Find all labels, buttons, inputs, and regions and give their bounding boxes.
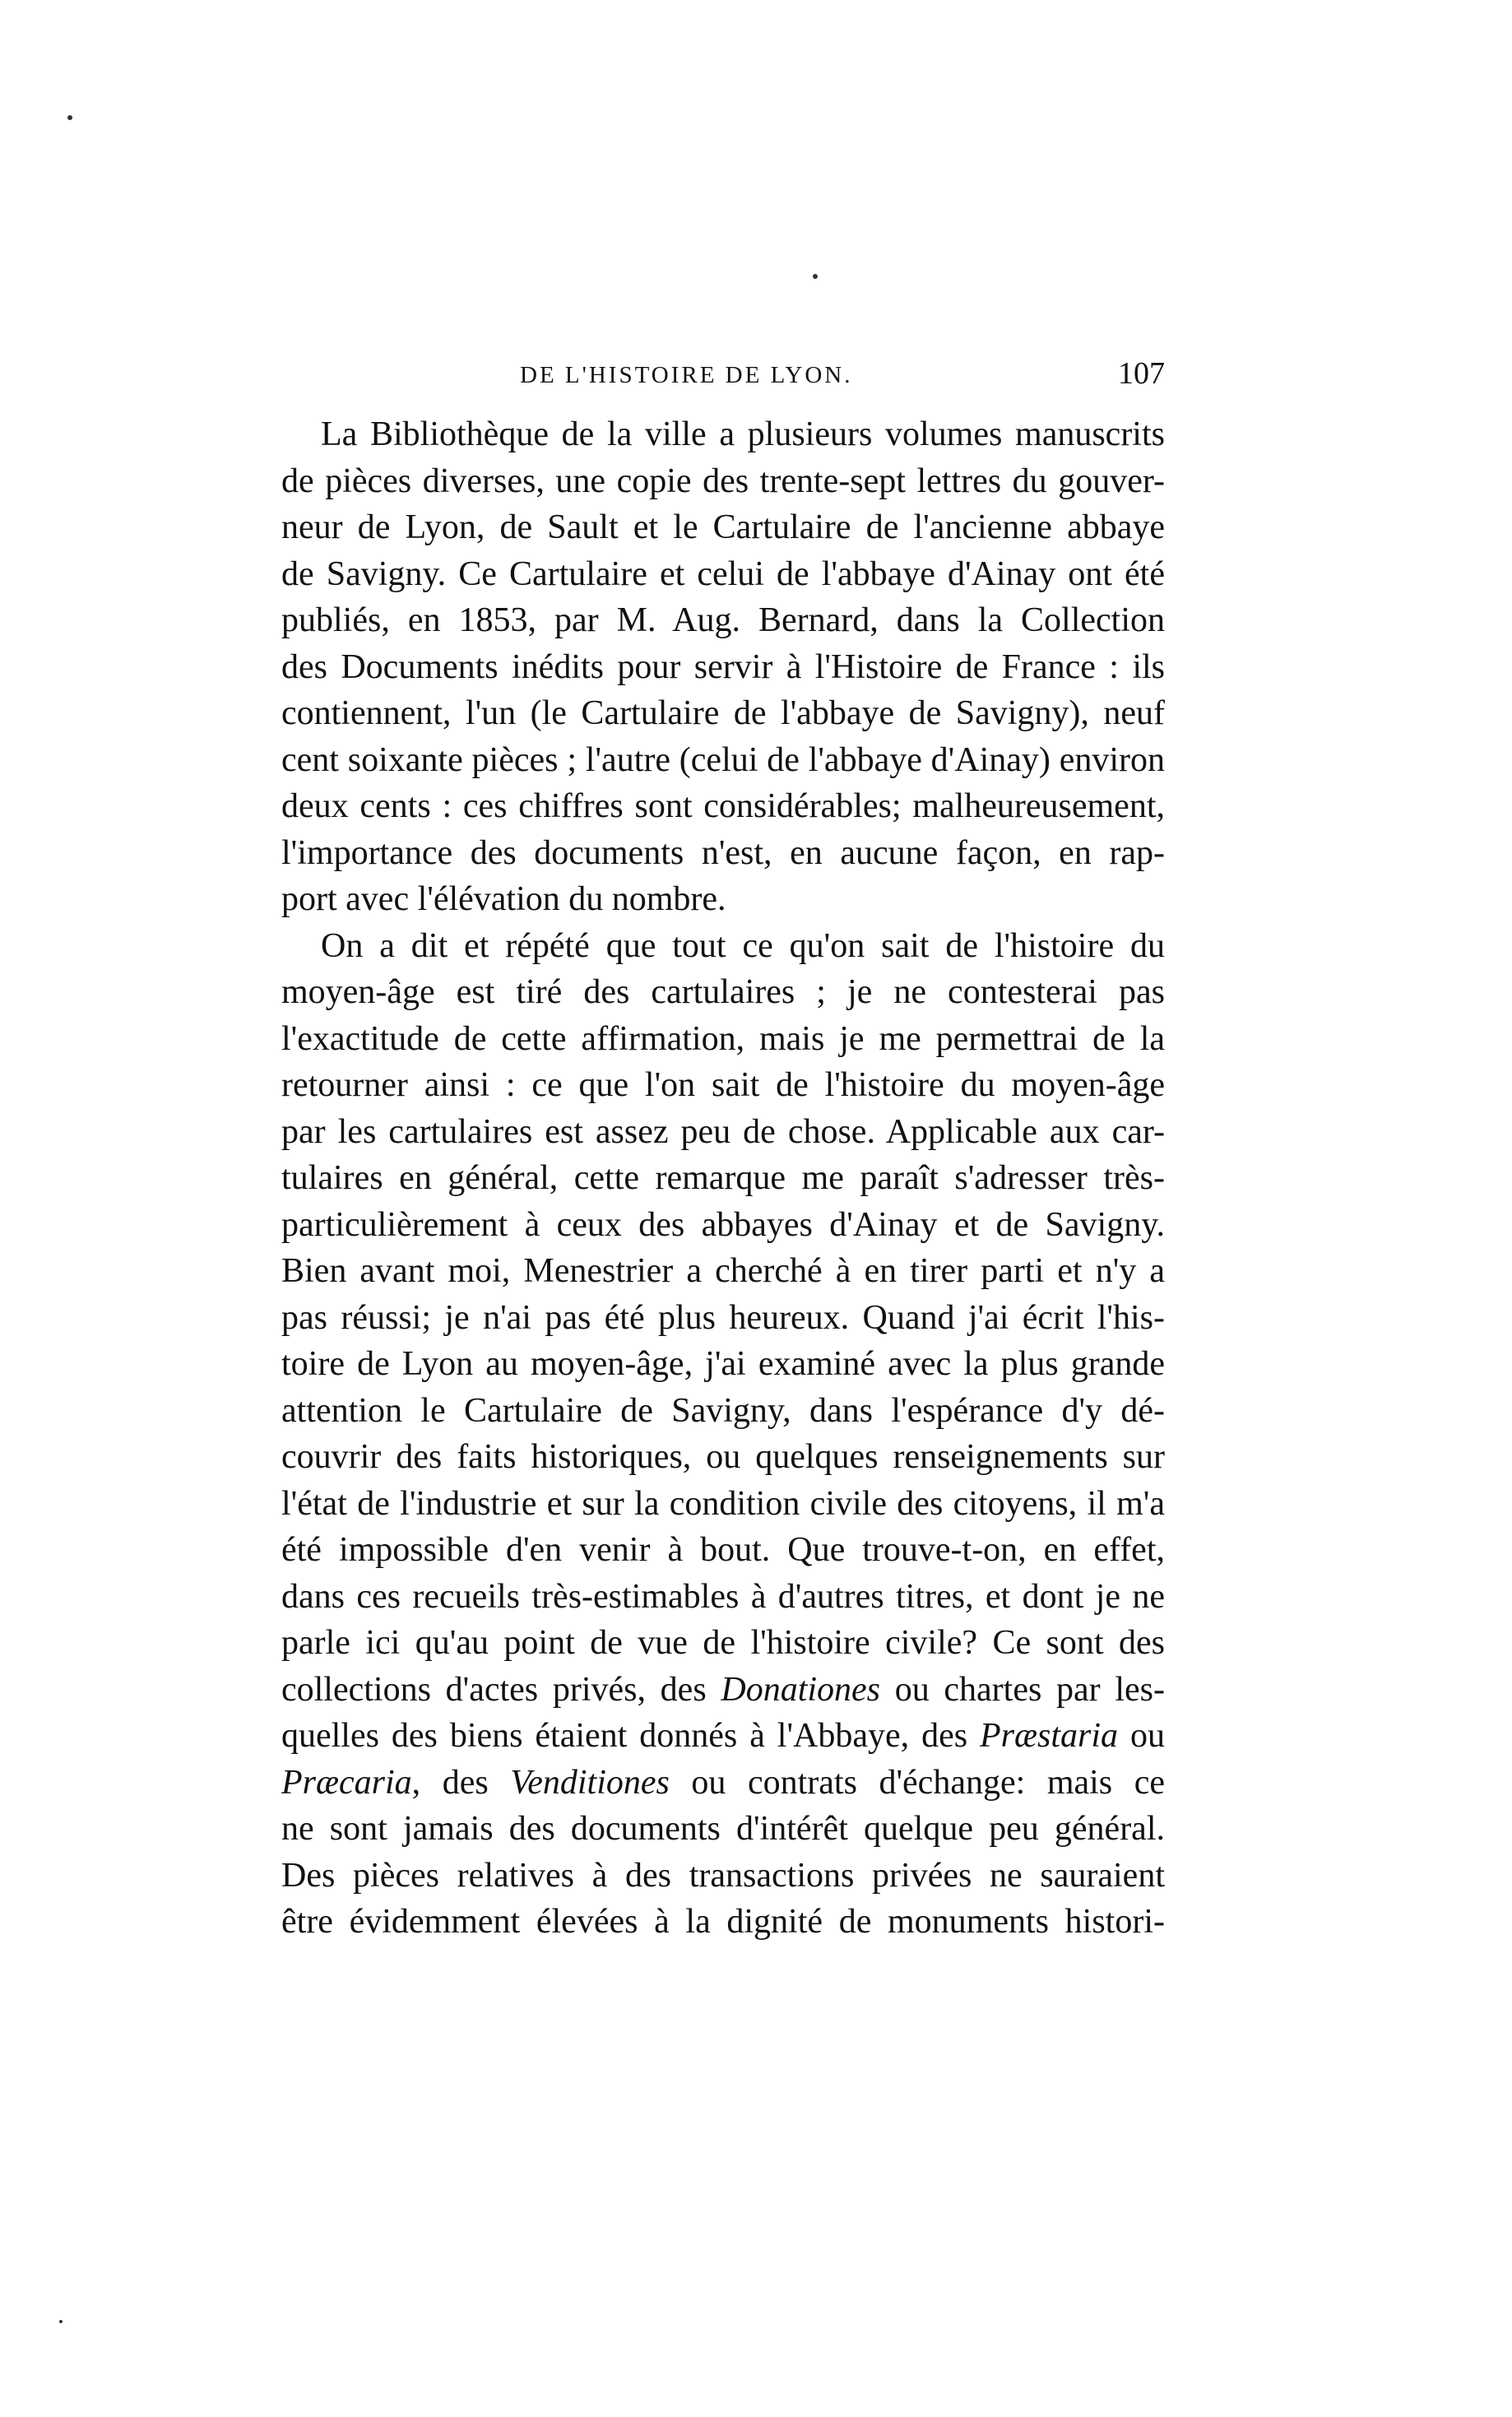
text-line: publiés, en 1853, par M. Aug. Bernard, dans la Collection [281,601,1165,639]
text-run: collections d'actes privés, des [281,1670,721,1709]
text-line: l'importance des documents n'est, en aucune façon, en rap- [281,833,1165,872]
text-line: couvrir des faits historiques, ou quelques renseignements sur [281,1438,1165,1476]
text-line: dans ces recueils très-estimables à d'autres titres, et dont je ne [281,1577,1165,1616]
text-line: attention le Cartulaire de Savigny, dans l'espérance d'y dé- [281,1391,1165,1430]
italic-term: Donationes [721,1670,881,1709]
text-line: de Savigny. Ce Cartulaire et celui de l'abbaye d'Ainay ont été [281,554,1165,593]
text-line: Bien avant moi, Menestrier a cherché à en tirer parti et n'y a [281,1252,1165,1290]
text-line: toire de Lyon au moyen-âge, j'ai examiné avec la plus grande [281,1345,1165,1383]
text-line: La Bibliothèque de la ville a plusieurs volumes manuscrits [321,415,1165,453]
text-line: moyen-âge est tiré des cartulaires ; je ne contesterai pas [281,973,1165,1011]
text-run: , des [411,1763,511,1802]
text-line: tulaires en général, cette remarque me paraît s'adresser très- [281,1159,1165,1197]
text-run: ou chartes par les- [880,1670,1165,1709]
text-line: retourner ainsi : ce que l'on sait de l'histoire du moyen-âge [281,1066,1165,1104]
text-run: ou contrats d'échange: mais ce [669,1763,1165,1802]
text-run: quelles des biens étaient donnés à l'Abbaye, des [281,1717,981,1755]
text-line: par les cartulaires est assez peu de chose. Applicable aux car- [281,1112,1165,1151]
text-line: de pièces diverses, une copie des trente-sept lettres du gouver- [281,462,1165,500]
text-line: l'état de l'industrie et sur la condition civile des citoyens, il m'a [281,1484,1165,1523]
scan-speck [67,115,72,120]
text-line-with-italic [281,1713,1165,1760]
text-line: deux cents : ces chiffres sont considérables; malheureusement, [281,787,1165,825]
text-line-with-italic [281,1667,1165,1714]
text-line: On a dit et répété que tout ce qu'on sait de l'histoire du [321,926,1165,965]
text-line: Des pièces relatives à des transactions privées ne sauraient [281,1856,1165,1895]
italic-term: Venditiones [510,1763,670,1802]
text-line: parle ici qu'au point de vue de l'histoire civile? Ce sont des [281,1624,1165,1662]
text-line: pas réussi; je n'ai pas été plus heureux. Quand j'ai écrit l'his- [281,1298,1165,1337]
scan-speck [813,274,818,279]
text-line: particulièrement à ceux des abbayes d'Ainay et de Savigny. [281,1205,1165,1244]
scan-speck [59,2320,63,2323]
text-line: neur de Lyon, de Sault et le Cartulaire de l'ancienne abbaye [281,508,1165,546]
paragraph-1 [281,411,1165,923]
text-line: port avec l'élévation du nombre. [281,880,726,918]
text-line: été impossible d'en venir à bout. Que trouve-t-on, en effet, [281,1531,1165,1569]
text-line-with-italic [281,1760,1165,1807]
text-line: l'exactitude de cette affirmation, mais je me permettrai de la [281,1019,1165,1058]
italic-term: Præcaria [281,1763,412,1802]
text-line: contiennent, l'un (le Cartulaire de l'abbaye de Savigny), neuf [281,694,1165,732]
text-run: ou [1118,1717,1165,1755]
page-number: 107 [1118,356,1165,391]
italic-term: Præstaria [980,1717,1119,1755]
body-text [281,411,1165,1946]
page-header [281,355,1165,405]
text-line: cent soixante pièces ; l'autre (celui de l'abbaye d'Ainay) environ [281,740,1165,779]
text-line: ne sont jamais des documents d'intérêt quelque peu général. [281,1810,1165,1848]
running-head: DE L'HISTOIRE DE LYON. [520,362,853,388]
text-line: être évidemment élevées à la dignité de monuments histori- [281,1903,1165,1941]
text-line: des Documents inédits pour servir à l'Histoire de France : ils [281,647,1165,686]
paragraph-2 [281,923,1165,1946]
